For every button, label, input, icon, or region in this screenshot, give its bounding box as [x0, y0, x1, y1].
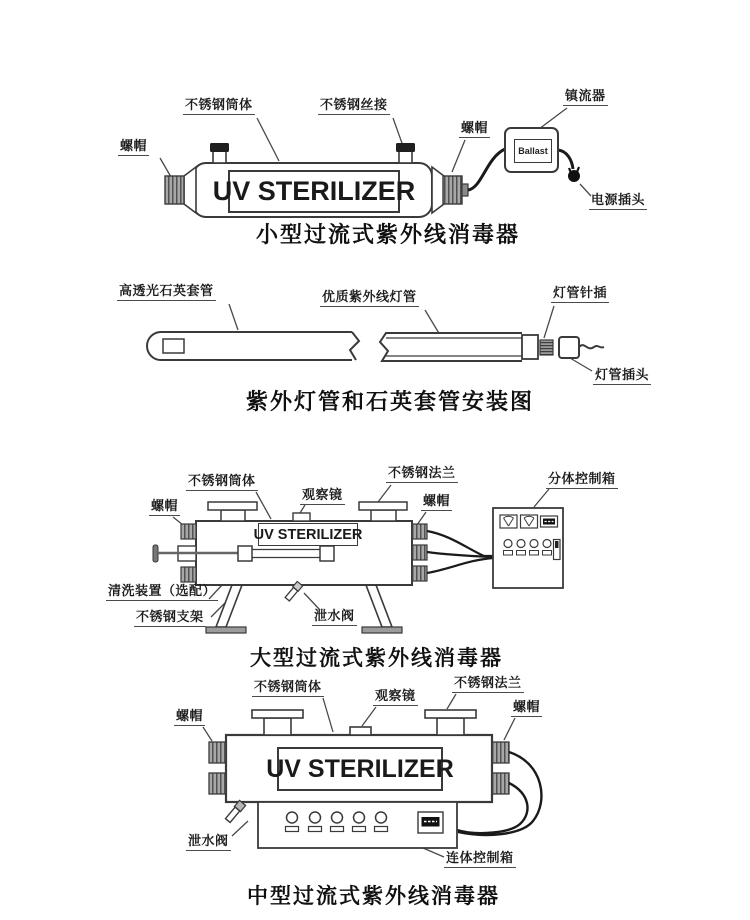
- rod-handle: [153, 545, 158, 562]
- label-nut-left-medium: 螺帽: [174, 709, 205, 726]
- outlet-nipple: [399, 151, 412, 163]
- label-nut-right-large: 螺帽: [421, 494, 452, 511]
- sight-glass-shape: [293, 513, 310, 521]
- label-nut-right: 螺帽: [459, 121, 490, 138]
- base-plate-left: [206, 627, 246, 633]
- lamp-cable: [468, 149, 505, 190]
- label-quartz-sleeve: 高透光石英套管: [117, 284, 216, 301]
- caption-lamp-install: 紫外灯管和石英套管安装图: [246, 389, 535, 414]
- label-flange-large: 不锈钢法兰: [386, 466, 458, 483]
- label-lamp-plug: 灯管插头: [593, 368, 651, 385]
- nut-right-top: [492, 742, 509, 763]
- cable-3: [427, 558, 493, 573]
- flange-right: [359, 502, 407, 510]
- nut-right-middle: [412, 545, 427, 560]
- label-power-plug: 电源插头: [589, 193, 647, 210]
- quartz-sleeve-shape: [147, 332, 352, 360]
- lamp-install-drawing: [147, 304, 604, 371]
- caption-small-sterilizer: 小型过流式紫外线消毒器: [256, 222, 521, 247]
- ballast-nameplate: Ballast: [514, 139, 552, 163]
- end-nut-right: [443, 176, 462, 204]
- nut-left-top: [209, 742, 226, 763]
- label-shell-large: 不锈钢筒体: [186, 474, 258, 491]
- end-nut-left: [165, 176, 184, 204]
- support-leg-right: [366, 585, 392, 627]
- support-leg-left: [216, 585, 242, 627]
- label-bracket: 不锈钢支架: [134, 610, 206, 627]
- lamp-end-cap: [522, 335, 538, 359]
- label-drain-valve-large: 泄水阀: [312, 609, 357, 626]
- nut-left-bottom: [209, 773, 226, 794]
- flange-left: [208, 502, 257, 510]
- nut-right-bottom: [412, 566, 427, 581]
- power-cable: [558, 150, 573, 169]
- label-shell-medium: 不锈钢筒体: [252, 680, 324, 697]
- sight-glass-shape: [350, 727, 371, 735]
- device-nameplate-medium: UV STERILIZER: [277, 747, 443, 791]
- nut-left-top: [181, 524, 196, 539]
- label-sight-glass-large: 观察镜: [300, 488, 345, 505]
- device-nameplate-small: UV STERILIZER: [228, 170, 400, 213]
- label-ballast: 镇流器: [563, 89, 608, 106]
- lamp-plug-shape: [559, 337, 579, 358]
- inlet-nipple: [213, 151, 226, 163]
- label-nut-left-large: 螺帽: [149, 499, 180, 516]
- label-flange-medium: 不锈钢法兰: [452, 676, 524, 693]
- nut-right-top: [412, 524, 427, 539]
- label-drain-valve-medium: 泄水阀: [186, 834, 231, 851]
- inlet-cap: [210, 143, 229, 152]
- label-nut-right-medium: 螺帽: [511, 700, 542, 717]
- label-uv-lamp: 优质紫外线灯管: [320, 290, 419, 307]
- label-shell: 不锈钢筒体: [183, 98, 255, 115]
- plug-wire: [579, 345, 604, 348]
- flange-right: [425, 710, 476, 718]
- nut-left-bottom: [181, 567, 196, 582]
- drain-valve-shape: [225, 800, 246, 823]
- label-integrated-control-box: 连体控制箱: [444, 851, 516, 868]
- outlet-cap: [396, 143, 415, 152]
- label-threaded-joint: 不锈钢丝接: [318, 98, 390, 115]
- device-nameplate-large: UV STERILIZER: [258, 523, 358, 546]
- uv-lamp-shape: [380, 333, 522, 361]
- flange-left: [252, 710, 303, 718]
- label-cleaning-device: 清洗装置（选配）: [106, 584, 218, 601]
- label-lamp-pin: 灯管针插: [551, 286, 609, 303]
- label-nut-left: 螺帽: [118, 139, 149, 156]
- nut-right-bottom: [492, 773, 509, 794]
- label-split-control-box: 分体控制箱: [546, 472, 618, 489]
- base-plate-right: [362, 627, 402, 633]
- large-sterilizer-drawing: [153, 485, 563, 633]
- lamp-pin-block: [540, 340, 553, 355]
- caption-medium-sterilizer: 中型过流式紫外线消毒器: [247, 885, 500, 908]
- caption-large-sterilizer: 大型过流式紫外线消毒器: [250, 647, 503, 670]
- label-sight-glass-medium: 观察镜: [373, 689, 418, 706]
